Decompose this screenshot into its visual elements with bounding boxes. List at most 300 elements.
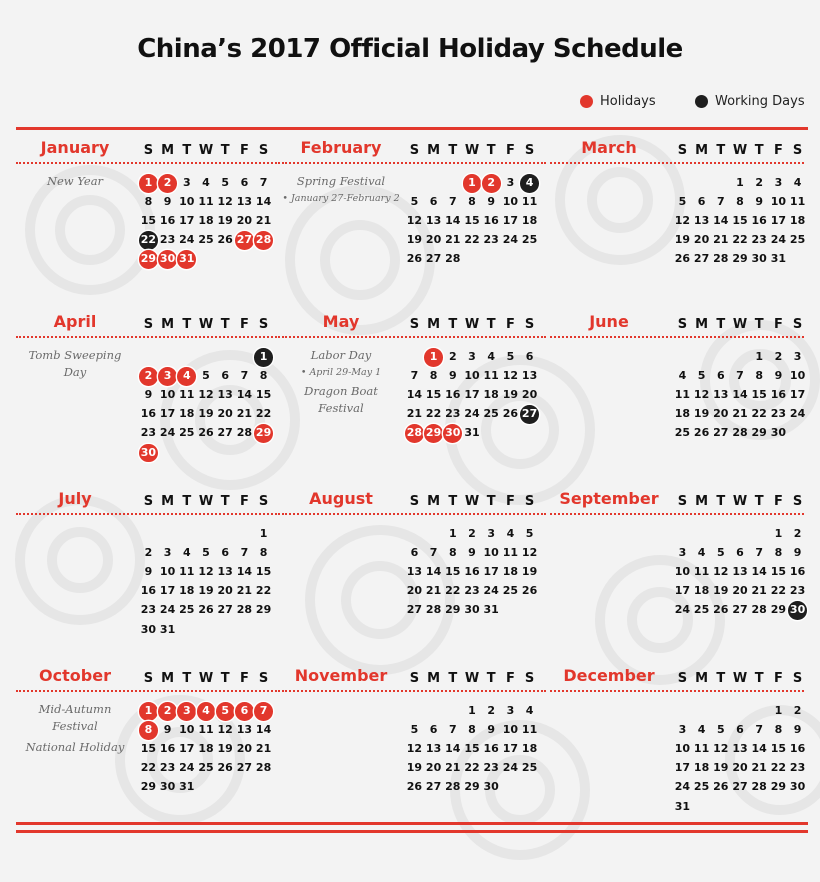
day-cell: 8 xyxy=(774,546,783,560)
day-cell: 20 xyxy=(406,584,423,598)
day-cell: 23 xyxy=(159,761,176,775)
day-cell: 14 xyxy=(445,742,461,756)
weekday-label: S xyxy=(677,317,688,332)
weekday-label: W xyxy=(464,317,480,332)
day-cell: 9 xyxy=(793,723,802,737)
holiday-day-cell: 2 xyxy=(158,702,177,721)
day-cell: 12 xyxy=(198,565,214,579)
day-cell: 13 xyxy=(406,565,423,579)
weekday-label: T xyxy=(486,317,496,332)
day-cell: 7 xyxy=(448,723,457,737)
month-july xyxy=(16,489,284,659)
working-day-dot-icon xyxy=(695,95,708,108)
day-cell: 5 xyxy=(221,176,230,189)
weekday-label: T xyxy=(716,143,726,158)
day-cell: 21 xyxy=(732,407,748,421)
day-cell: 23 xyxy=(770,407,787,421)
day-cell: 28 xyxy=(713,252,729,266)
day-cell: 10 xyxy=(674,742,691,756)
day-cell: 27 xyxy=(406,603,423,617)
day-cell: 12 xyxy=(502,369,519,383)
weekday-label: S xyxy=(409,317,420,332)
day-cell: 22 xyxy=(140,761,157,775)
day-cell: 11 xyxy=(789,195,806,209)
month-name: August xyxy=(309,489,373,508)
month-name: April xyxy=(53,312,97,331)
day-cell: 19 xyxy=(502,388,519,402)
day-cell: 18 xyxy=(198,214,214,228)
day-cell: 20 xyxy=(732,584,748,598)
holiday-note: Day xyxy=(63,365,87,379)
day-cell: 18 xyxy=(179,584,195,598)
day-cell: 26 xyxy=(713,780,729,794)
day-cell: 17 xyxy=(179,214,195,228)
weekday-label: S xyxy=(677,671,688,686)
day-cell: 13 xyxy=(236,723,253,737)
day-cell: 6 xyxy=(221,546,230,560)
day-cell: 14 xyxy=(713,214,729,228)
weekday-label: S xyxy=(792,143,803,158)
day-cell: 22 xyxy=(770,584,787,598)
weekday-label: M xyxy=(695,317,709,332)
day-cell: 5 xyxy=(697,369,706,383)
weekday-label: W xyxy=(198,317,214,332)
weekday-label: M xyxy=(161,671,175,686)
day-cell: 27 xyxy=(217,603,233,617)
day-cell: 25 xyxy=(521,761,538,775)
day-cell: 17 xyxy=(502,214,519,228)
day-cell: 16 xyxy=(751,214,767,228)
day-cell: 16 xyxy=(789,565,806,579)
day-cell: 7 xyxy=(259,176,268,189)
day-cell: 11 xyxy=(693,742,710,756)
day-cell: 24 xyxy=(502,233,519,247)
day-cell: 8 xyxy=(429,369,438,383)
day-cell: 19 xyxy=(693,407,710,421)
weekday-label: W xyxy=(732,671,748,686)
day-cell: 10 xyxy=(502,723,519,737)
day-cell: 8 xyxy=(468,723,476,737)
day-cell: 18 xyxy=(693,584,710,598)
working-day-cell: 30 xyxy=(788,601,807,620)
day-cell: 14 xyxy=(445,214,461,228)
day-cell: 30 xyxy=(464,603,480,617)
day-cell: 18 xyxy=(198,742,214,756)
day-cell: 28 xyxy=(751,780,767,794)
day-cell: 21 xyxy=(445,233,461,247)
day-cell: 19 xyxy=(674,233,691,247)
day-cell: 19 xyxy=(713,584,729,598)
holiday-note: New Year xyxy=(46,174,104,188)
page-title: China’s 2017 Official Holiday Schedule xyxy=(137,34,683,64)
day-cell: 14 xyxy=(236,388,253,402)
day-cell: 12 xyxy=(217,723,233,737)
day-cell: 19 xyxy=(713,761,729,775)
month-divider xyxy=(16,336,280,338)
day-cell: 15 xyxy=(464,742,480,756)
day-cell: 1 xyxy=(736,176,744,189)
day-cell: 10 xyxy=(502,195,519,209)
day-cell: 17 xyxy=(502,742,519,756)
day-cell: 8 xyxy=(259,369,268,383)
weekday-label: S xyxy=(409,494,420,509)
day-cell: 2 xyxy=(144,546,153,560)
day-cell: 21 xyxy=(255,742,272,756)
month-march xyxy=(550,138,808,308)
day-cell: 28 xyxy=(236,426,253,440)
day-cell: 6 xyxy=(429,195,438,209)
day-cell: 10 xyxy=(789,369,806,383)
day-cell: 30 xyxy=(140,622,157,636)
day-cell: 16 xyxy=(140,407,157,421)
day-cell: 24 xyxy=(770,233,787,247)
month-october xyxy=(16,666,284,836)
day-cell: 24 xyxy=(483,584,499,598)
day-cell: 8 xyxy=(774,723,783,737)
day-cell: 19 xyxy=(217,742,233,756)
day-cell: 25 xyxy=(198,761,214,775)
day-cell: 23 xyxy=(789,761,806,775)
holiday-day-cell: 4 xyxy=(197,702,216,721)
weekday-label: T xyxy=(182,143,192,158)
month-divider xyxy=(550,162,804,164)
day-cell: 16 xyxy=(789,742,806,756)
day-cell: 25 xyxy=(483,407,499,421)
day-cell: 21 xyxy=(406,407,423,421)
day-cell: 24 xyxy=(159,603,176,617)
day-cell: 3 xyxy=(506,176,515,189)
day-cell: 23 xyxy=(483,761,499,775)
day-cell: 27 xyxy=(425,252,442,266)
working-day-cell: 1 xyxy=(254,348,273,367)
month-name: December xyxy=(563,666,655,685)
weekday-label: S xyxy=(143,671,154,686)
day-cell: 4 xyxy=(202,176,210,189)
day-cell: 3 xyxy=(678,546,687,560)
day-cell: 14 xyxy=(751,742,767,756)
day-cell: 15 xyxy=(770,742,787,756)
weekday-label: S xyxy=(143,143,154,158)
day-cell: 17 xyxy=(674,761,691,775)
weekday-label: S xyxy=(792,317,803,332)
day-cell: 6 xyxy=(716,369,725,383)
month-divider xyxy=(550,513,804,515)
weekday-label: T xyxy=(448,143,458,158)
day-cell: 27 xyxy=(732,780,748,794)
day-cell: 22 xyxy=(445,584,461,598)
holiday-note: National Holiday xyxy=(25,740,125,754)
day-cell: 29 xyxy=(445,603,461,617)
holiday-day-cell: 5 xyxy=(216,702,235,721)
day-cell: 5 xyxy=(202,369,210,383)
day-cell: 3 xyxy=(163,546,172,560)
day-cell: 28 xyxy=(751,603,767,617)
weekday-label: M xyxy=(695,143,709,158)
day-cell: 8 xyxy=(448,546,457,560)
weekday-label: S xyxy=(258,494,269,509)
day-cell: 6 xyxy=(697,195,706,209)
day-cell: 29 xyxy=(255,603,272,617)
day-cell: 23 xyxy=(464,584,480,598)
day-cell: 16 xyxy=(770,388,787,402)
day-cell: 12 xyxy=(521,546,538,560)
day-cell: 3 xyxy=(793,350,802,363)
day-cell: 7 xyxy=(240,369,249,383)
holiday-note: Festival xyxy=(52,719,98,733)
weekday-label: T xyxy=(754,143,764,158)
day-cell: 13 xyxy=(425,742,442,756)
weekday-label: W xyxy=(732,143,748,158)
holiday-note: Mid-Autumn xyxy=(38,702,112,716)
weekday-label: S xyxy=(792,671,803,686)
weekday-label: F xyxy=(239,671,249,686)
day-cell: 11 xyxy=(693,565,710,579)
day-cell: 9 xyxy=(144,388,153,402)
bottom-divider-2 xyxy=(16,830,808,833)
weekday-label: T xyxy=(182,671,192,686)
day-cell: 7 xyxy=(240,546,249,560)
day-cell: 17 xyxy=(159,407,176,421)
holiday-day-cell: 3 xyxy=(158,367,177,386)
day-cell: 16 xyxy=(140,584,157,598)
day-cell: 28 xyxy=(236,603,253,617)
day-cell: 9 xyxy=(793,546,802,560)
month-divider xyxy=(282,336,546,338)
day-cell: 19 xyxy=(406,761,423,775)
holiday-day-cell: 7 xyxy=(254,702,273,721)
day-cell: 25 xyxy=(179,426,195,440)
holiday-day-cell: 28 xyxy=(405,424,424,443)
day-cell: 28 xyxy=(425,603,442,617)
weekday-label: W xyxy=(464,494,480,509)
day-cell: 2 xyxy=(793,704,802,717)
day-cell: 24 xyxy=(179,233,195,247)
day-cell: 15 xyxy=(732,214,748,228)
month-name: June xyxy=(589,312,629,331)
day-cell: 11 xyxy=(198,723,214,737)
day-cell: 15 xyxy=(770,565,787,579)
day-cell: 27 xyxy=(732,603,748,617)
day-cell: 25 xyxy=(674,426,691,440)
day-cell: 12 xyxy=(198,388,214,402)
day-cell: 20 xyxy=(425,761,442,775)
day-cell: 21 xyxy=(713,233,729,247)
day-cell: 10 xyxy=(159,565,176,579)
day-cell: 30 xyxy=(159,780,176,794)
day-cell: 15 xyxy=(425,388,442,402)
day-cell: 3 xyxy=(506,704,515,717)
day-cell: 6 xyxy=(736,546,744,560)
day-cell: 19 xyxy=(217,214,233,228)
month-divider xyxy=(282,513,546,515)
holiday-day-cell: 27 xyxy=(235,231,254,250)
weekday-label: F xyxy=(773,494,783,509)
weekday-label: F xyxy=(505,317,515,332)
day-cell: 15 xyxy=(255,388,272,402)
day-cell: 26 xyxy=(521,584,538,598)
day-cell: 6 xyxy=(736,723,744,737)
day-cell: 23 xyxy=(159,233,176,247)
day-cell: 19 xyxy=(521,565,538,579)
day-cell: 23 xyxy=(789,584,806,598)
day-cell: 17 xyxy=(159,584,176,598)
legend-working-label: Working Days xyxy=(715,94,805,109)
day-cell: 3 xyxy=(182,176,191,189)
day-cell: 15 xyxy=(140,214,157,228)
day-cell: 22 xyxy=(255,584,272,598)
day-cell: 12 xyxy=(406,214,423,228)
day-cell: 28 xyxy=(445,252,461,266)
day-cell: 17 xyxy=(464,388,480,402)
holiday-day-cell: 2 xyxy=(158,174,177,193)
holiday-day-cell: 3 xyxy=(177,702,196,721)
day-cell: 12 xyxy=(406,742,423,756)
month-divider xyxy=(550,336,804,338)
day-cell: 27 xyxy=(425,780,442,794)
weekday-label: T xyxy=(486,143,496,158)
day-cell: 15 xyxy=(255,565,272,579)
day-cell: 31 xyxy=(159,622,176,636)
day-cell: 20 xyxy=(217,407,233,421)
day-cell: 12 xyxy=(713,565,729,579)
day-cell: 21 xyxy=(425,584,442,598)
weekday-label: W xyxy=(464,143,480,158)
weekday-label: W xyxy=(198,671,214,686)
day-cell: 25 xyxy=(502,584,519,598)
day-cell: 9 xyxy=(774,369,783,383)
day-cell: 11 xyxy=(198,195,214,209)
working-day-cell: 22 xyxy=(139,231,158,250)
weekday-label: M xyxy=(427,494,441,509)
day-cell: 9 xyxy=(487,195,496,209)
day-cell: 20 xyxy=(521,388,538,402)
day-cell: 23 xyxy=(140,603,157,617)
day-cell: 11 xyxy=(502,546,519,560)
month-may xyxy=(282,312,550,482)
holiday-dot-icon xyxy=(580,95,593,108)
day-cell: 18 xyxy=(674,407,691,421)
day-cell: 5 xyxy=(410,195,419,209)
weekday-label: T xyxy=(182,494,192,509)
day-cell: 7 xyxy=(716,195,725,209)
month-divider xyxy=(16,690,280,692)
month-november xyxy=(282,666,550,836)
month-june xyxy=(550,312,808,482)
day-cell: 25 xyxy=(693,603,710,617)
day-cell: 26 xyxy=(674,252,691,266)
day-cell: 9 xyxy=(144,565,153,579)
day-cell: 29 xyxy=(732,252,748,266)
day-cell: 22 xyxy=(770,761,787,775)
day-cell: 30 xyxy=(751,252,767,266)
day-cell: 1 xyxy=(468,704,476,717)
legend-holidays-label: Holidays xyxy=(600,94,656,109)
weekday-label: S xyxy=(258,143,269,158)
day-cell: 3 xyxy=(487,527,496,540)
day-cell: 28 xyxy=(445,780,461,794)
day-cell: 9 xyxy=(487,723,496,737)
day-cell: 9 xyxy=(468,546,476,560)
weekday-label: S xyxy=(409,143,420,158)
day-cell: 14 xyxy=(732,388,748,402)
day-cell: 18 xyxy=(521,742,538,756)
day-cell: 1 xyxy=(755,350,764,363)
day-cell: 8 xyxy=(259,546,268,560)
day-cell: 20 xyxy=(236,742,253,756)
weekday-label: M xyxy=(427,671,441,686)
day-cell: 17 xyxy=(789,388,806,402)
weekday-label: W xyxy=(732,317,748,332)
day-cell: 7 xyxy=(410,369,419,383)
month-name: October xyxy=(39,666,111,685)
day-cell: 25 xyxy=(789,233,806,247)
day-cell: 11 xyxy=(521,723,538,737)
weekday-label: T xyxy=(716,494,726,509)
month-name: September xyxy=(559,489,659,508)
weekday-label: F xyxy=(505,143,515,158)
day-cell: 29 xyxy=(751,426,767,440)
day-cell: 21 xyxy=(751,761,767,775)
weekday-label: S xyxy=(677,494,688,509)
day-cell: 2 xyxy=(774,350,783,363)
day-cell: 26 xyxy=(713,603,729,617)
holiday-day-cell: 29 xyxy=(424,424,443,443)
day-cell: 5 xyxy=(525,527,534,540)
day-cell: 1 xyxy=(448,527,457,540)
holiday-day-cell: 29 xyxy=(254,424,273,443)
day-cell: 21 xyxy=(445,761,461,775)
weekday-label: S xyxy=(524,671,535,686)
day-cell: 4 xyxy=(697,546,706,560)
day-cell: 18 xyxy=(502,565,519,579)
holiday-day-cell: 4 xyxy=(177,367,196,386)
day-cell: 22 xyxy=(464,761,480,775)
day-cell: 18 xyxy=(789,214,806,228)
day-cell: 15 xyxy=(445,565,461,579)
weekday-label: T xyxy=(220,143,230,158)
weekday-label: W xyxy=(198,494,214,509)
day-cell: 8 xyxy=(755,369,764,383)
day-cell: 27 xyxy=(217,426,233,440)
day-cell: 23 xyxy=(140,426,157,440)
month-divider xyxy=(282,162,546,164)
day-cell: 21 xyxy=(255,214,272,228)
day-cell: 27 xyxy=(693,252,710,266)
holiday-day-cell: 31 xyxy=(177,250,196,269)
day-cell: 10 xyxy=(159,388,176,402)
day-cell: 24 xyxy=(674,780,691,794)
day-cell: 26 xyxy=(693,426,710,440)
month-january xyxy=(16,138,284,308)
day-cell: 31 xyxy=(179,780,195,794)
weekday-label: F xyxy=(773,671,783,686)
day-cell: 5 xyxy=(506,350,515,363)
day-cell: 9 xyxy=(163,723,172,737)
day-cell: 20 xyxy=(693,233,710,247)
day-cell: 16 xyxy=(483,742,499,756)
holiday-note: Tomb Sweeping xyxy=(28,348,122,362)
holiday-day-cell: 1 xyxy=(424,348,443,367)
day-cell: 31 xyxy=(464,426,480,440)
weekday-label: T xyxy=(716,671,726,686)
day-cell: 14 xyxy=(425,565,442,579)
holiday-note: • January 27-February 2 xyxy=(282,193,400,204)
day-cell: 7 xyxy=(736,369,744,383)
day-cell: 25 xyxy=(198,233,214,247)
day-cell: 8 xyxy=(468,195,476,209)
day-cell: 2 xyxy=(468,527,476,540)
day-cell: 22 xyxy=(425,407,442,421)
